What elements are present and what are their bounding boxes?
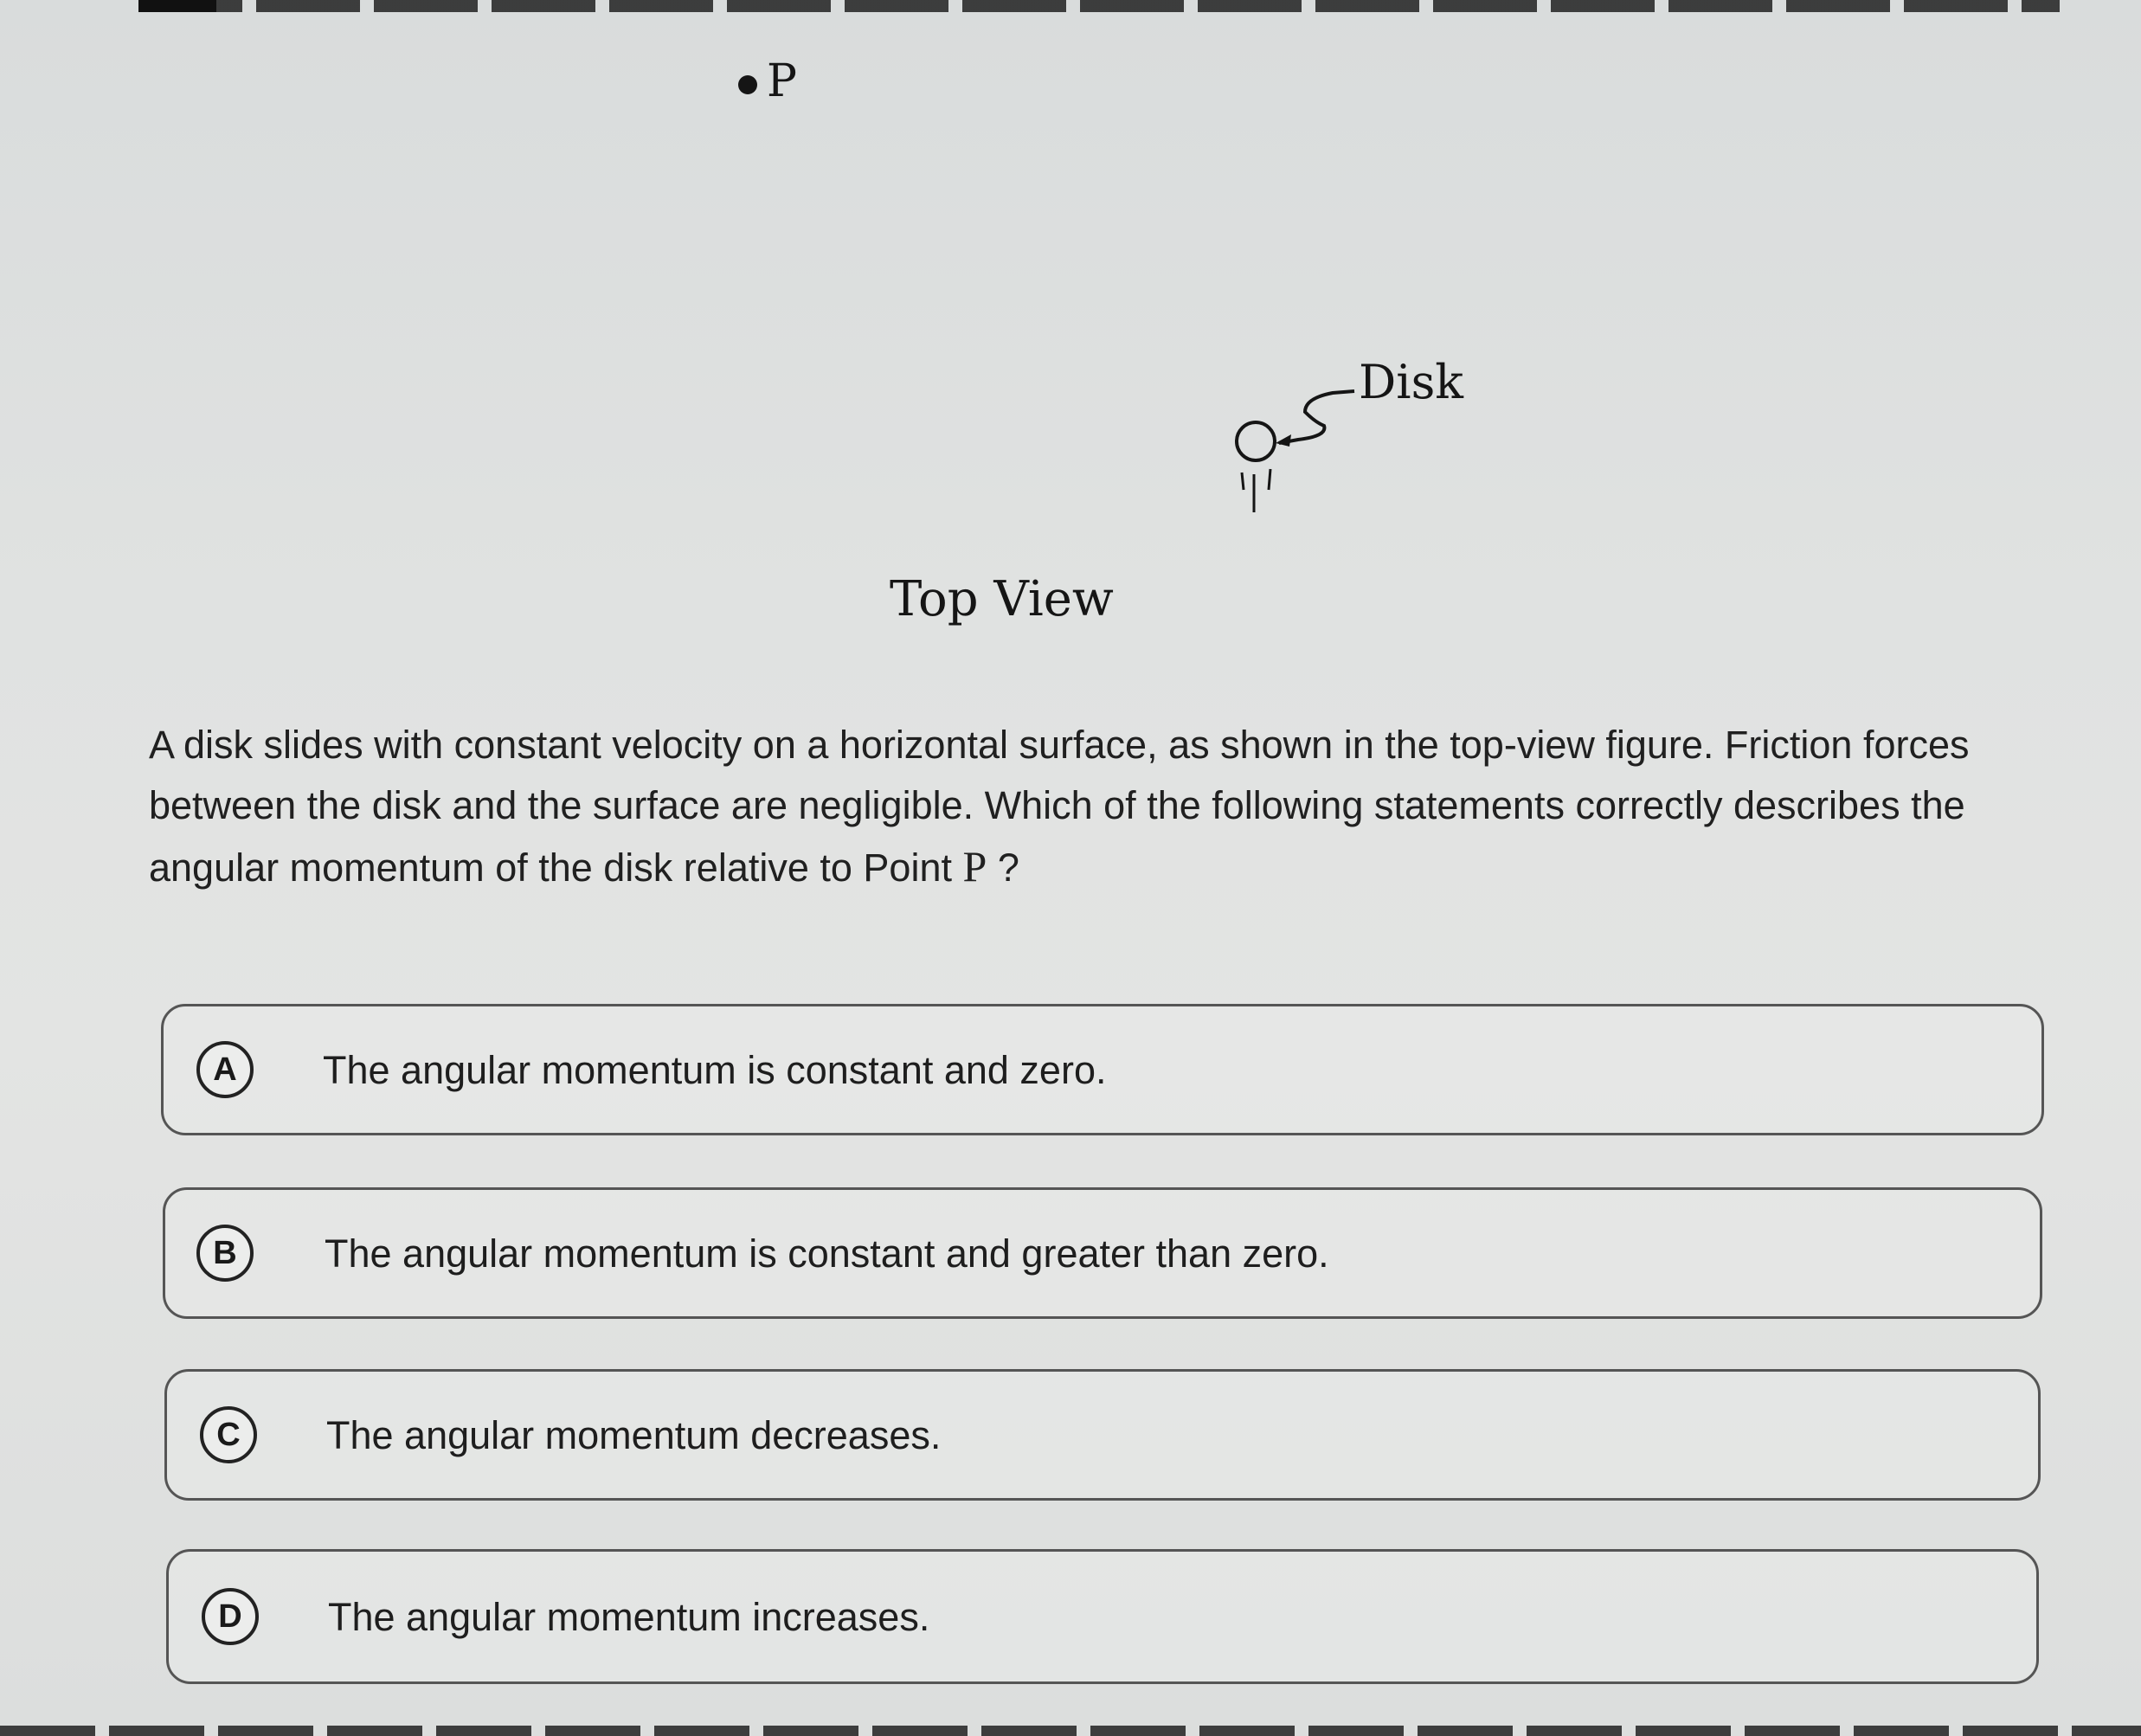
disk-circle xyxy=(1237,422,1275,460)
answer-option-c[interactable] xyxy=(164,1369,2041,1501)
option-b-text: The angular momentum is constant and greater than zero. xyxy=(325,1231,1329,1276)
point-p-label: P xyxy=(767,55,797,107)
disk-leader-arrowhead xyxy=(1276,434,1291,447)
velocity-mark-1 xyxy=(1242,473,1244,490)
option-b-letter-badge: B xyxy=(196,1225,254,1282)
point-p-dot xyxy=(738,75,757,94)
question-text xyxy=(149,715,2053,898)
answer-option-a[interactable] xyxy=(161,1004,2044,1135)
question-end: ? xyxy=(987,845,1019,890)
answer-option-b[interactable] xyxy=(163,1187,2042,1319)
disk-label: Disk xyxy=(1359,355,1463,409)
option-a-letter-badge: A xyxy=(196,1041,254,1098)
bottom-border xyxy=(0,1726,2141,1736)
option-d-letter-badge: D xyxy=(202,1588,259,1645)
top-view-label: Top View xyxy=(890,571,1114,627)
velocity-mark-3 xyxy=(1269,469,1270,490)
option-c-text: The angular momentum decreases. xyxy=(326,1413,942,1457)
option-d-text: The angular momentum increases. xyxy=(328,1595,930,1639)
question-body: A disk slides with constant velocity on a horizontal surface, as shown in the top-view figure. Friction forces between the disk and the surface are negligible. Which of the following statements correctly describes the angular momentum of the disk relative to Point xyxy=(149,723,1970,890)
answer-option-d[interactable] xyxy=(166,1549,2039,1684)
option-a-text: The angular momentum is constant and zero. xyxy=(323,1048,1107,1092)
top-view-figure xyxy=(0,0,2141,692)
option-c-letter-badge: C xyxy=(200,1406,257,1463)
question-point-symbol: P xyxy=(962,842,987,891)
